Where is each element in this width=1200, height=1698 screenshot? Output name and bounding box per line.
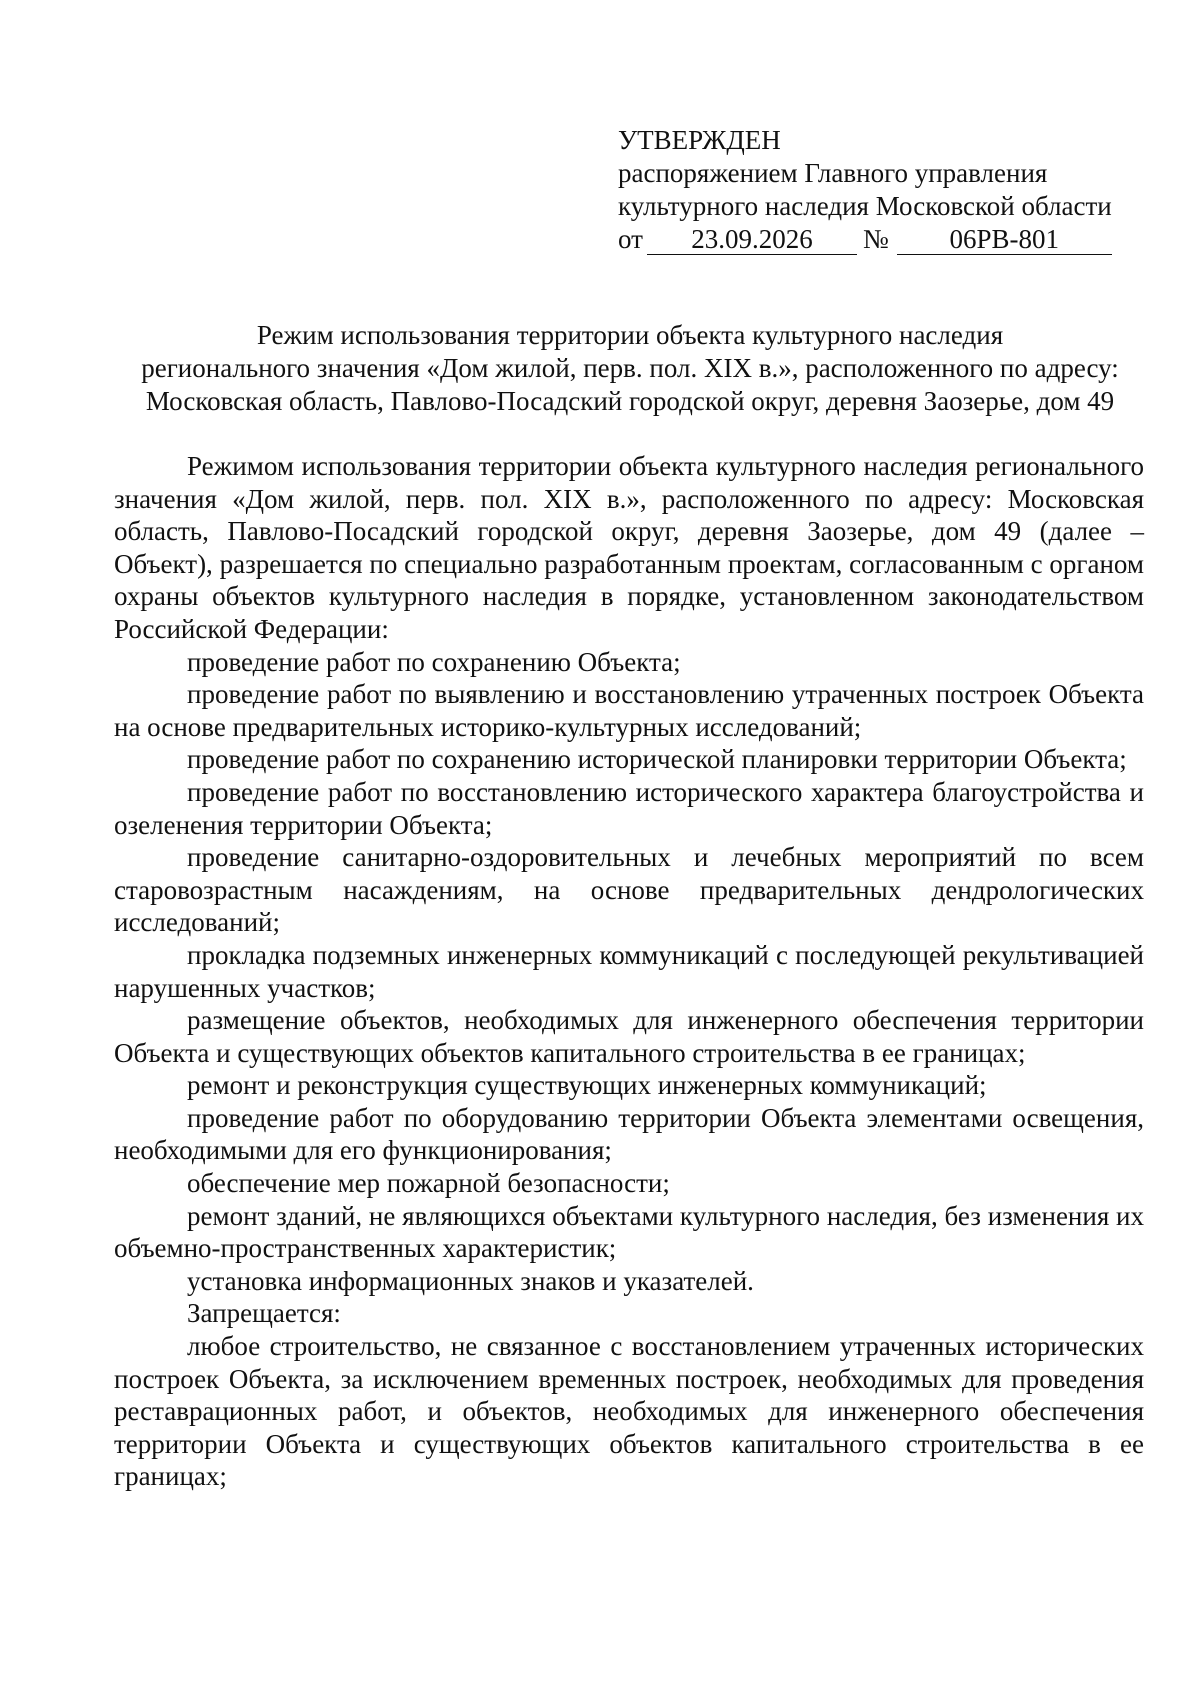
approval-line-2: культурного наследия Московской области xyxy=(618,191,1112,221)
document-title xyxy=(110,319,1150,418)
list-item: прокладка подземных инженерных коммуникаций с последующей рекультивацией нарушенных участков; xyxy=(114,939,1144,1003)
list-item: ремонт и реконструкция существующих инженерных коммуникаций; xyxy=(187,1070,987,1101)
title-line-3: Московская область, Павлово-Посадский городской округ, деревня Заозерье, дом 49 xyxy=(145,386,1115,416)
list-item: проведение работ по выявлению и восстановлению утраченных построек Объекта на основе предварительных историко-культурных исследований; xyxy=(114,679,1144,742)
paragraph-intro: Режимом использования территории объекта культурного наследия регионального значения «Дом жилой, перв. пол. XIX в.», расположенного по адресу: Московская область, Павлово-Посадский городской округ, деревня Заозерье, дом 49 (далее – Объект), разрешается по специально разработанным проектам, согласованным с органом охраны объектов культурного наследия в порядке, установленном законодательством Российской Федерации: xyxy=(114,451,1144,644)
approval-block xyxy=(618,124,1112,256)
list-item: установка информационных знаков и указателей. xyxy=(187,1265,754,1296)
list-item: ремонт зданий, не являющихся объектами культурного наследия, без изменения их объемно-пространственных характеристик; xyxy=(114,1200,1144,1264)
list-item: проведение работ по оборудованию территории Объекта элементами освещения, необходимыми для его функционирования; xyxy=(114,1102,1144,1166)
date-prefix: от xyxy=(618,224,643,254)
prohibited-heading: Запрещается: xyxy=(187,1298,341,1329)
approval-date-row xyxy=(618,223,1112,256)
list-item: размещение объектов, необходимых для инженерного обеспечения территории Объекта и существующих объектов капитального строительства в ее границах; xyxy=(114,1005,1144,1068)
approval-number: 06РВ-801 xyxy=(897,224,1112,255)
list-item: проведение работ по восстановлению исторического характера благоустройства и озеленения территории Объекта; xyxy=(114,776,1144,840)
approval-heading: УТВЕРЖДЕН xyxy=(618,125,781,155)
list-item: проведение санитарно-оздоровительных и лечебных мероприятий по всем старовозрастным насаждениям, на основе предварительных дендрологических исследований; xyxy=(114,842,1144,938)
approval-date: 23.09.2026 xyxy=(647,224,857,255)
document-body xyxy=(114,450,1144,1493)
title-line-2: регионального значения «Дом жилой, перв. пол. XIX в.», расположенного по адресу: xyxy=(141,353,1119,383)
title-line-1: Режим использования территории объекта культурного наследия xyxy=(256,320,1004,350)
number-sign: № xyxy=(862,224,889,254)
list-item: любое строительство, не связанное с восстановлением утраченных исторических построек Объекта, за исключением временных построек, необходимых для проведения реставрационных работ, и объектов, необходимых для инженерного обеспечения территории Объекта и существующих объектов капитального строительства в ее границах; xyxy=(114,1331,1144,1492)
list-item: проведение работ по сохранению исторической планировки территории Объекта; xyxy=(187,744,1127,775)
list-item: обеспечение мер пожарной безопасности; xyxy=(187,1168,670,1199)
list-item: проведение работ по сохранению Объекта; xyxy=(187,646,681,677)
approval-line-1: распоряжением Главного управления xyxy=(618,158,1048,188)
